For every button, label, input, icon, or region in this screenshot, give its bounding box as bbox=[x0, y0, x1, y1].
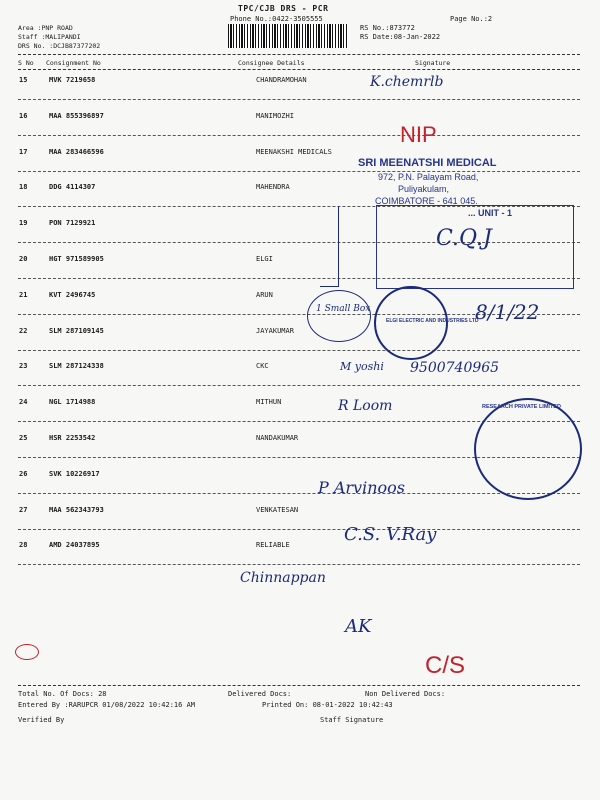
signature-27: AK bbox=[345, 616, 372, 637]
row-sno: 20 bbox=[19, 255, 28, 263]
row-consignee: RELIABLE bbox=[256, 541, 290, 550]
row-consignee: NANDAKUMAR bbox=[256, 434, 299, 442]
medical-stamp-line2: 972, P.N. Palayam Road, bbox=[378, 172, 479, 182]
non-delivered-docs: Non Delivered Docs: bbox=[365, 690, 446, 698]
table-row bbox=[0, 506, 600, 541]
row-consignee: JAYAKUMAR bbox=[256, 326, 294, 335]
row-sno: 18 bbox=[19, 183, 28, 192]
row-divider bbox=[18, 171, 580, 172]
row-sno: 27 bbox=[19, 505, 28, 514]
total-docs: Total No. Of Docs: 28 bbox=[18, 690, 107, 698]
row-sno: 17 bbox=[19, 147, 28, 156]
unit-stamp-label: ... UNIT - 1 bbox=[468, 208, 513, 218]
row-sno: 21 bbox=[19, 290, 28, 299]
row-consignee: MAHENDRA bbox=[256, 183, 290, 192]
row-consignment: HSR 2253542 bbox=[49, 434, 96, 442]
row-sno: 25 bbox=[19, 434, 28, 442]
phone-note: 9500740965 bbox=[410, 360, 500, 376]
row-consignee: CHANDRAMOHAN bbox=[256, 76, 307, 84]
elgi-stamp-text: ELGI ELECTRIC AND INDUSTRIES LTD bbox=[386, 318, 479, 324]
table-row bbox=[0, 327, 600, 362]
row-divider bbox=[18, 385, 580, 386]
row-consignment: AMD 24037895 bbox=[49, 541, 100, 550]
table-row bbox=[0, 112, 600, 147]
drs-number: DRS No. :DCJB87377202 bbox=[18, 42, 101, 50]
row-consignment: HGT 971589905 bbox=[49, 255, 104, 263]
row-sno: 26 bbox=[19, 469, 28, 478]
col-consignee: Consignee Details bbox=[238, 59, 305, 67]
row-consignee: MANIMOZHI bbox=[256, 111, 294, 120]
row-28-circle bbox=[15, 644, 39, 660]
nip-mark: NIP bbox=[400, 122, 437, 147]
delivered-docs: Delivered Docs: bbox=[228, 690, 292, 698]
research-stamp bbox=[474, 398, 582, 500]
row-divider bbox=[18, 135, 580, 136]
row-sno: 24 bbox=[19, 398, 28, 407]
row-sno: 15 bbox=[19, 76, 28, 84]
row-consignment: MVK 7219658 bbox=[49, 76, 96, 84]
row-sno: 22 bbox=[19, 326, 28, 335]
row-divider bbox=[18, 350, 580, 351]
signature-22: R Loom bbox=[338, 398, 393, 414]
page-number: Page No.:2 bbox=[450, 15, 493, 23]
table-row bbox=[0, 148, 600, 183]
row-consignment: NGL 1714988 bbox=[49, 398, 96, 407]
row-consignee: MEENAKSHI MEDICALS bbox=[256, 147, 332, 156]
printed-on: Printed On: 08-01-2022 10:42:43 bbox=[262, 701, 393, 709]
rs-number: RS No.:873772 bbox=[360, 24, 415, 32]
col-sno: S No bbox=[18, 59, 34, 67]
phone-number: Phone No.:0422-3505555 bbox=[230, 15, 323, 23]
row-consignment: DDG 4114307 bbox=[49, 183, 96, 192]
row-sno: 23 bbox=[19, 362, 28, 371]
medical-stamp-line4: COIMBATORE - 641 045. bbox=[375, 196, 478, 206]
footer-rule bbox=[18, 685, 580, 686]
bracket-mark bbox=[320, 206, 339, 287]
sheet-title: TPC/CJB DRS - PCR bbox=[238, 4, 329, 13]
row-consignee: CKC bbox=[256, 362, 269, 371]
row-consignee: VENKATESAN bbox=[256, 505, 299, 514]
signature-26: Chinnappan bbox=[240, 570, 326, 586]
medical-stamp-line3: Puliyakulam, bbox=[398, 184, 450, 194]
signature-25: C.S. V.Ray bbox=[344, 524, 437, 545]
date-note: 8/1/22 bbox=[475, 300, 540, 324]
table-row bbox=[0, 362, 600, 397]
unit-stamp-signature: C.Q.J bbox=[436, 226, 492, 251]
row-consignee: ELGI bbox=[256, 255, 273, 263]
row-divider bbox=[18, 529, 580, 530]
signature-21: M yoshi bbox=[340, 360, 384, 373]
col-consignment: Consignment No bbox=[46, 59, 101, 67]
row-consignee: ARUN bbox=[256, 290, 273, 299]
verified-by: Verified By bbox=[18, 716, 65, 724]
row-consignment: MAA 562343793 bbox=[49, 505, 104, 514]
row-consignment: KVT 2496745 bbox=[49, 290, 96, 299]
area-label: Area :PNP ROAD bbox=[18, 24, 73, 32]
row-divider bbox=[18, 564, 580, 565]
staff-signature: Staff Signature bbox=[320, 716, 384, 724]
signature-24: P Arvinoos bbox=[318, 478, 405, 497]
rs-date: RS Date:08-Jan-2022 bbox=[360, 33, 441, 41]
row-consignment: MAA 855396897 bbox=[49, 111, 104, 120]
row-consignment: MAA 283466596 bbox=[49, 147, 104, 156]
table-row bbox=[0, 76, 600, 111]
barcode bbox=[228, 24, 348, 48]
cs-mark: C/S bbox=[425, 652, 466, 679]
column-rule bbox=[18, 69, 580, 70]
staff-label: Staff :MALIPANDI bbox=[18, 33, 81, 41]
signature-15: K.chemrlb bbox=[370, 74, 444, 90]
row-consignment: PON 7129921 bbox=[49, 219, 96, 228]
research-stamp-text: RESEARCH PRIVATE LIMITED bbox=[482, 404, 561, 410]
row-consignment: SVK 10226917 bbox=[49, 469, 100, 478]
row-sno: 28 bbox=[19, 541, 28, 550]
row-sno: 19 bbox=[19, 219, 28, 228]
header-rule bbox=[18, 54, 580, 55]
medical-stamp-line1: SRI MEENATSHI MEDICAL bbox=[358, 157, 497, 169]
row-consignment: SLM 287109145 bbox=[49, 326, 104, 335]
row-consignment: SLM 287124338 bbox=[49, 362, 104, 371]
row-divider bbox=[18, 99, 580, 100]
row-divider bbox=[18, 493, 580, 494]
small-box-note: 1 Small Box bbox=[316, 304, 371, 314]
col-signature: Signature bbox=[415, 59, 451, 67]
small-box-circle bbox=[307, 290, 371, 342]
row-sno: 16 bbox=[19, 111, 28, 120]
row-consignee: MITHUN bbox=[256, 398, 282, 407]
entered-by: Entered By :RARUPCR 01/08/2022 10:42:16 AM bbox=[18, 701, 196, 709]
